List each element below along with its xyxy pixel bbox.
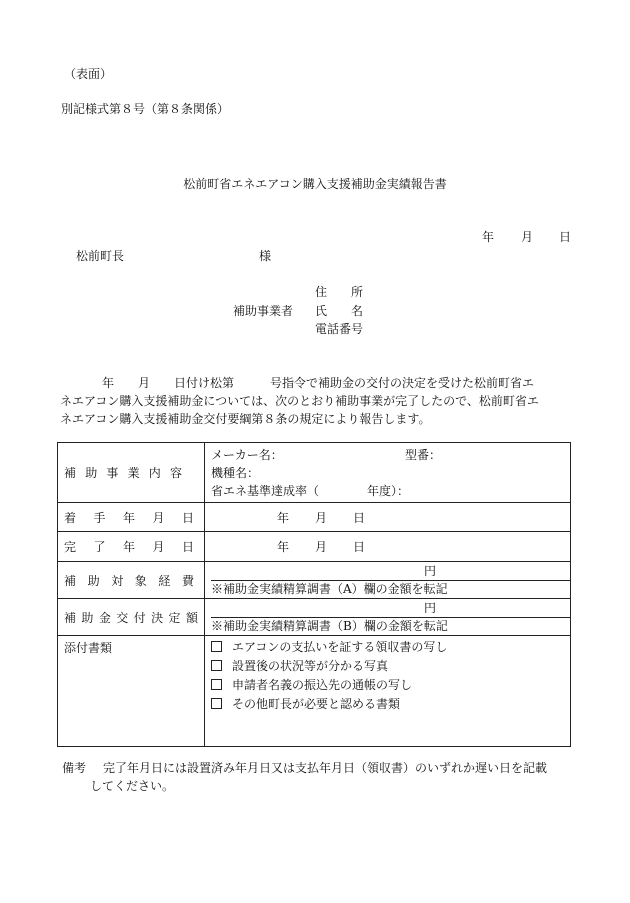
attachment-item: その他町長が必要と認める書類 [205,695,570,714]
applicant-role: 補助事業者 [233,304,294,318]
row-decision-amount [58,599,571,636]
body-line-3: ネエアコン購入支援補助金交付要綱第８条の規定により報告します。 [60,412,431,426]
phone-label: 電話番号 [315,322,364,336]
label-subsidy-cost: 補 助 対 象 経 費 [58,562,205,599]
subsidy-cost-unit: 円 [211,563,570,581]
decision-amount-unit: 円 [211,600,570,618]
remarks-label: 備考 [62,761,87,775]
completion-date-value: 年 月 日 [205,532,571,562]
row-subsidy-cost [58,562,571,599]
date-month: 月 [521,230,534,244]
label-start-date: 着 手 年 月 日 [58,503,205,532]
date-year: 年 [482,230,495,244]
label-completion-date: 完 了 年 月 日 [58,532,205,562]
report-table [57,442,571,747]
row-start-date [58,503,571,532]
report-body [60,374,575,428]
maker-label: メーカー名： [211,447,283,462]
model-number-label: 型番： [405,447,442,462]
date-day: 日 [559,230,572,244]
checkbox[interactable] [211,698,222,709]
row-completion-date [58,532,571,562]
subsidy-cost-note: ※補助金実績精算調書（A）欄の金額を転記 [211,582,448,596]
remarks-line-2: してください。 [90,779,175,793]
addressee-name: 松前町長 [76,249,125,263]
addressee-honorific: 様 [259,249,272,263]
subsidy-cost-value [205,562,571,599]
checkbox[interactable] [211,660,222,671]
decision-amount-value [205,599,571,636]
attachment-item: 設置後の状況等が分かる写真 [205,657,570,676]
remarks-line-1: 完了年月日には設置済み年月日又は支払年月日（領収書）のいずれか遅い日を記載 [103,761,548,775]
row-attachments [58,636,571,747]
document-title: 松前町省エネエアコン購入支援補助金実績報告書 [183,177,447,191]
body-line-1: 年 月 日付け松第 号指令で補助金の交付の決定を受けた松前町省エ [102,376,535,390]
label-decision-amount: 補 助 金 交 付 決 定 額 [58,599,205,636]
label-project-content: 補 助 事 業 内 容 [58,443,205,503]
model-name-label: 機種名： [211,465,260,480]
attachments-list [205,636,571,747]
attachment-item: エアコンの支払いを証する領収書の写し [205,638,570,657]
row-project-content [58,443,571,503]
name-label-b: 名 [351,304,364,318]
address-label-b: 所 [351,285,364,299]
efficiency-rate-label: 省エネ基準達成率（ 年度）： [211,483,410,498]
checkbox[interactable] [211,641,222,652]
decision-amount-note: ※補助金実績精算調書（B）欄の金額を転記 [211,619,448,633]
label-attachments: 添付書類 [58,636,205,747]
address-label-a: 住 [315,285,328,299]
start-date-value: 年 月 日 [205,503,571,532]
form-number: 別記様式第８号（第８条関係） [61,102,230,116]
project-content-value [205,443,571,503]
attachment-item: 申請者名義の振込先の通帳の写し [205,676,570,695]
checkbox[interactable] [211,679,222,690]
name-label-a: 氏 [315,304,328,318]
side-indicator: （表面） [64,67,113,81]
body-line-2: ネエアコン購入支援補助金については、次のとおり補助事業が完了したので、松前町省エ [60,394,539,408]
